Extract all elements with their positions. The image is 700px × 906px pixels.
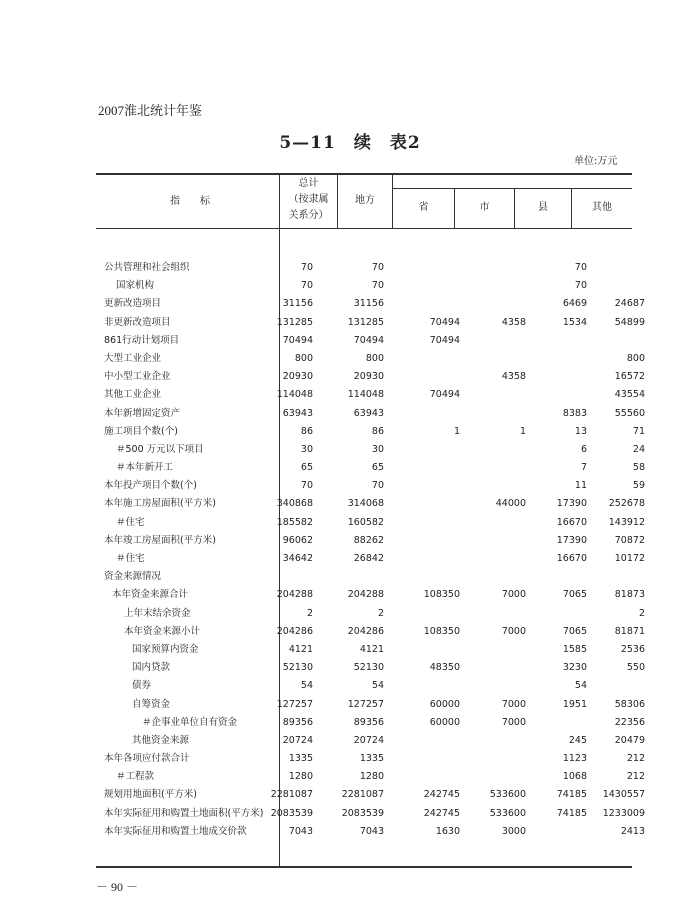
cell-value: 2536 (620, 643, 645, 655)
table-body (0, 259, 700, 841)
cell-value: 114048 (276, 389, 313, 401)
cell-value: 17390 (556, 498, 587, 510)
cell-value: 8383 (562, 407, 587, 419)
cell-value: 20724 (353, 734, 384, 746)
cell-value: 70494 (282, 334, 313, 346)
row-label: 公共管理和社会组织 (104, 262, 190, 273)
header-total-line: 总计 (298, 178, 319, 189)
cell-value: 131285 (276, 316, 313, 328)
cell-value: 65 (371, 462, 384, 474)
cell-value: 7000 (501, 716, 526, 728)
table-row (0, 605, 700, 623)
cell-value: 70494 (429, 316, 460, 328)
cell-value: 58 (632, 462, 645, 474)
cell-value: 70 (371, 262, 384, 273)
row-label: ＃500 万元以下项目 (116, 443, 204, 455)
cell-value: 70 (371, 280, 384, 292)
row-label: ＃工程款 (116, 771, 155, 783)
table-row (0, 659, 700, 677)
yearbook-title: 2007淮北统计年鉴 (98, 103, 203, 118)
cell-value: 52130 (353, 662, 384, 674)
table-row (0, 696, 700, 714)
cell-value: 2083539 (341, 807, 384, 819)
cell-value: 26842 (353, 553, 384, 564)
cell-value: 89356 (282, 716, 313, 728)
cell-value: 24687 (614, 298, 645, 310)
cell-value: 13 (574, 425, 587, 437)
cell-value: 131285 (347, 316, 384, 328)
cell-value: 48350 (429, 662, 460, 674)
cell-value: 70494 (429, 389, 460, 401)
row-label: 本年各项应付款合计 (104, 753, 190, 765)
row-label: ＃本年新开工 (116, 462, 174, 474)
table-row (0, 750, 700, 768)
cell-value: 22356 (614, 716, 645, 728)
table-row (0, 641, 700, 659)
cell-value: 242745 (423, 789, 460, 801)
cell-value: 20479 (614, 734, 645, 746)
cell-value: 800 (626, 352, 645, 364)
cell-value: 127257 (347, 698, 384, 710)
cell-value: 114048 (347, 389, 384, 401)
cell-value: 7000 (501, 589, 526, 601)
header-province: 省 (418, 202, 429, 213)
table-row (0, 714, 700, 732)
table-row (0, 332, 700, 350)
cell-value: 44000 (495, 498, 526, 510)
table-row (0, 586, 700, 604)
cell-value: 108350 (423, 589, 460, 601)
cell-value: 2 (306, 607, 313, 619)
cell-value: 1280 (288, 771, 313, 783)
cell-value: 6 (580, 443, 587, 455)
cell-value: 160582 (347, 516, 384, 528)
row-label: 资金来源情况 (104, 571, 162, 583)
cell-value: 550 (626, 662, 645, 674)
cell-value: 30 (300, 443, 313, 455)
header-total-line: （按隶属 (288, 194, 329, 205)
row-label: 861行动计划项目 (104, 334, 180, 346)
cell-value: 20724 (282, 734, 313, 746)
cell-value: 74185 (556, 789, 587, 801)
table-row (0, 677, 700, 695)
cell-value: 1335 (359, 753, 384, 765)
row-label: 非更新改造项目 (104, 316, 171, 328)
cell-value: 242745 (423, 807, 460, 819)
cell-value: 60000 (429, 716, 460, 728)
cell-value: 252678 (608, 498, 645, 510)
page-number: － 90 － (96, 880, 139, 894)
row-label: 国家预算内资金 (132, 643, 199, 655)
cell-value: 96062 (282, 534, 313, 546)
cell-value: 1335 (288, 753, 313, 765)
row-label: 其他资金来源 (132, 734, 190, 746)
header-indicator: 指 标 (170, 196, 210, 207)
cell-value: 533600 (489, 789, 526, 801)
cell-value: 4121 (288, 643, 313, 655)
cell-value: 204286 (347, 625, 384, 637)
row-label: 中小型工业企业 (104, 371, 171, 383)
cell-value: 533600 (489, 807, 526, 819)
cell-value: 7000 (501, 625, 526, 637)
table-row (0, 405, 700, 423)
cell-value: 2083539 (270, 807, 313, 819)
cell-value: 65 (300, 462, 313, 474)
table-row (0, 386, 700, 404)
table-row (0, 495, 700, 513)
cell-value: 212 (626, 753, 645, 765)
row-label: 债券 (132, 680, 152, 692)
cell-value: 1585 (562, 643, 587, 655)
cell-value: 58306 (614, 698, 645, 710)
cell-value: 1280 (359, 771, 384, 783)
table-row (0, 732, 700, 750)
cell-value: 16670 (556, 516, 587, 528)
table-row (0, 423, 700, 441)
table-row (0, 314, 700, 332)
row-label: 本年竣工房屋面积(平方米) (104, 534, 216, 546)
cell-value: 31156 (282, 298, 313, 310)
cell-value: 2281087 (270, 789, 313, 801)
row-label: 本年实际征用和购置土地面积(平方米) (104, 807, 264, 819)
row-label: ＃住宅 (116, 516, 145, 528)
table-top-rule (96, 173, 632, 175)
cell-value: 30 (371, 443, 384, 455)
table-row (0, 441, 700, 459)
row-label: 施工项目个数(个) (104, 425, 178, 437)
cell-value: 81871 (614, 625, 645, 637)
row-label: ＃住宅 (116, 553, 145, 564)
cell-value: 60000 (429, 698, 460, 710)
row-label: 本年施工房屋面积(平方米) (104, 498, 216, 510)
cell-value: 86 (371, 425, 384, 437)
cell-value: 70 (574, 280, 587, 292)
cell-value: 1123 (562, 753, 587, 765)
table-row (0, 350, 700, 368)
cell-value: 17390 (556, 534, 587, 546)
row-label: 其他工业企业 (104, 389, 162, 401)
table-row (0, 259, 700, 277)
table-row (0, 786, 700, 804)
cell-value: 70494 (429, 334, 460, 346)
cell-value: 127257 (276, 698, 313, 710)
table-row (0, 768, 700, 786)
cell-value: 63943 (353, 407, 384, 419)
cell-value: 43554 (614, 389, 645, 401)
cell-value: 24 (632, 443, 645, 455)
cell-value: 54 (371, 680, 384, 692)
cell-value: 1 (519, 425, 526, 437)
cell-value: 34642 (282, 553, 313, 564)
cell-value: 16670 (556, 553, 587, 564)
row-label: 本年资金来源合计 (112, 589, 189, 601)
row-label: 本年实际征用和购置土地成交价款 (104, 825, 247, 837)
cell-value: 7043 (288, 825, 313, 837)
table-row (0, 550, 700, 568)
cell-value: 70494 (353, 334, 384, 346)
cell-value: 2281087 (341, 789, 384, 801)
cell-value: 11 (574, 480, 587, 492)
cell-value: 2413 (620, 825, 645, 837)
cell-value: 70 (371, 480, 384, 492)
header-other: 其他 (592, 202, 612, 213)
cell-value: 63943 (282, 407, 313, 419)
row-label: 本年新增固定资产 (104, 407, 181, 419)
cell-value: 54 (300, 680, 313, 692)
row-label: 国家机构 (116, 280, 155, 292)
row-label: 本年资金来源小计 (124, 625, 201, 637)
cell-value: 71 (632, 425, 645, 437)
cell-value: 7065 (562, 625, 587, 637)
cell-value: 2 (638, 607, 645, 619)
cell-value: 204288 (276, 589, 313, 601)
row-label: 规划用地面积(平方米) (104, 789, 197, 801)
cell-value: 88262 (353, 534, 384, 546)
cell-value: 70 (300, 480, 313, 492)
header-total (280, 176, 337, 224)
cell-value: 4121 (359, 643, 384, 655)
header-total-line: 关系分） (288, 210, 329, 221)
cell-value: 2 (377, 607, 384, 619)
row-label: 上年末结余资金 (124, 607, 191, 619)
table-title: 5—11 续 表2 (279, 133, 421, 153)
row-label: 大型工业企业 (104, 352, 162, 364)
cell-value: 212 (626, 771, 645, 783)
table-row (0, 805, 700, 823)
cell-value: 31156 (353, 298, 384, 310)
cell-value: 143912 (608, 516, 645, 528)
cell-value: 74185 (556, 807, 587, 819)
row-label: ＃企事业单位自有资金 (142, 716, 238, 728)
cell-value: 86 (300, 425, 313, 437)
cell-value: 6469 (562, 298, 587, 310)
cell-value: 20930 (353, 371, 384, 383)
cell-value: 108350 (423, 625, 460, 637)
cell-value: 89356 (353, 716, 384, 728)
cell-value: 204286 (276, 625, 313, 637)
table-row (0, 459, 700, 477)
cell-value: 81873 (614, 589, 645, 601)
cell-value: 3000 (501, 825, 526, 837)
header-local: 地方 (355, 195, 375, 206)
cell-value: 4358 (501, 316, 526, 328)
row-label: 更新改造项目 (104, 298, 162, 310)
row-label: 自筹资金 (132, 698, 171, 710)
cell-value: 4358 (501, 371, 526, 383)
table-row (0, 514, 700, 532)
cell-value: 7000 (501, 698, 526, 710)
table-row (0, 368, 700, 386)
cell-value: 55560 (614, 407, 645, 419)
table-row (0, 623, 700, 641)
table-row (0, 295, 700, 313)
cell-value: 70 (300, 262, 313, 273)
header-city: 市 (479, 202, 490, 213)
cell-value: 800 (365, 352, 384, 364)
cell-value: 800 (294, 352, 313, 364)
cell-value: 340868 (276, 498, 313, 510)
cell-value: 245 (568, 734, 587, 746)
row-label: 本年投产项目个数(个) (104, 480, 197, 492)
cell-value: 70 (300, 280, 313, 292)
cell-value: 70872 (614, 534, 645, 546)
cell-value: 16572 (614, 371, 645, 383)
cell-value: 70 (574, 262, 587, 273)
table-row (0, 568, 700, 586)
table-row (0, 823, 700, 841)
cell-value: 204288 (347, 589, 384, 601)
header-county: 县 (538, 202, 548, 213)
cell-value: 1233009 (602, 807, 645, 819)
cell-value: 54 (574, 680, 587, 692)
cell-value: 20930 (282, 371, 313, 383)
header-bottom-rule (96, 228, 632, 229)
cell-value: 54899 (614, 316, 645, 328)
cell-value: 1951 (562, 698, 587, 710)
cell-value: 59 (632, 480, 645, 492)
cell-value: 1430557 (602, 789, 645, 801)
cell-value: 10172 (614, 553, 645, 564)
cell-value: 1 (453, 425, 460, 437)
cell-value: 7043 (359, 825, 384, 837)
cell-value: 1068 (562, 771, 587, 783)
cell-value: 52130 (282, 662, 313, 674)
table-row (0, 477, 700, 495)
unit-label: 单位:万元 (574, 156, 618, 167)
subheader-rule (392, 188, 632, 189)
cell-value: 314068 (347, 498, 384, 510)
table-row (0, 532, 700, 550)
table-bottom-rule (96, 866, 632, 868)
cell-value: 7065 (562, 589, 587, 601)
cell-value: 1534 (562, 316, 587, 328)
cell-value: 3230 (562, 662, 587, 674)
cell-value: 185582 (276, 516, 313, 528)
cell-value: 1630 (435, 825, 460, 837)
table-row (0, 277, 700, 295)
row-label: 国内贷款 (132, 662, 171, 674)
cell-value: 7 (580, 462, 587, 474)
